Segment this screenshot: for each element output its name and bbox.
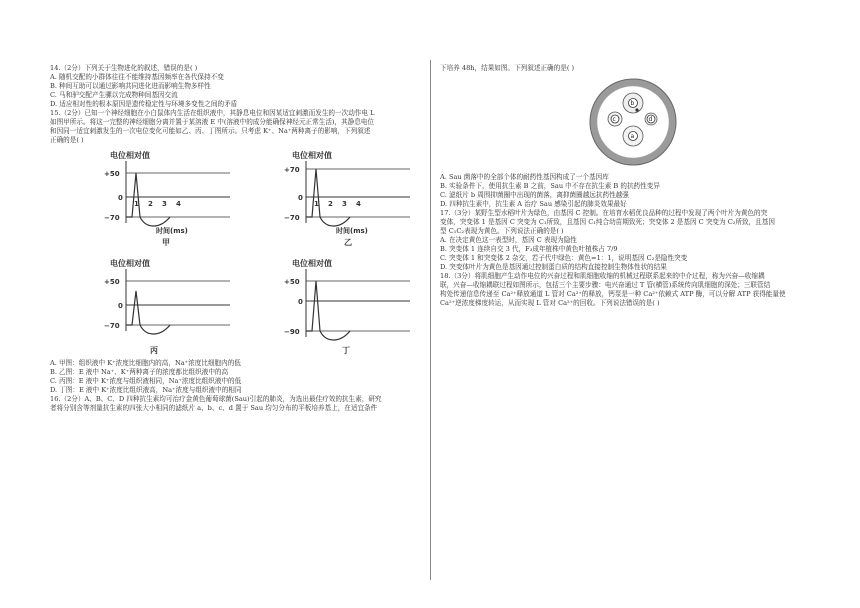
- q18-stem-line3: 构处传递信息传递至 Ca²⁺释放通道 L 管对 Ca²⁺的释放，钙泵是一种 Ca²⁺依赖式 ATP 酶，可以分解 ATP 获得能量使: [440, 290, 786, 298]
- chart-bing: [90, 257, 240, 357]
- chart-jia-zero-tick: 0: [118, 194, 123, 202]
- chart-jia-top-tick: +50: [104, 170, 120, 178]
- chart-jia-ylabel: 电位相对值: [110, 151, 150, 160]
- q15-option-c: C. 丙图：E 液中 K⁺浓度与组织液相同，Na⁺浓度比组织液中的低: [50, 377, 242, 385]
- right-column: [440, 64, 825, 308]
- q17-stem-line1: 17.（3分）某野生型水稻叶片为绿色，由基因 C 控制。在培育水稻优良品种的过程中发现了两个叶片为黄色的突: [440, 209, 768, 217]
- disc-c-label: c: [612, 116, 616, 123]
- chart-bing-bottom-tick: −70: [104, 322, 120, 330]
- q17-stem-line3: 型 C₁C₂表现为黄色。下列说法正确的是( ): [440, 227, 564, 235]
- colony-dot: [635, 108, 638, 111]
- chart-jia-tick-3: 3: [162, 200, 167, 208]
- chart-jia-tick-4: 4: [176, 200, 181, 208]
- chart-yi-top-tick: +70: [284, 166, 300, 174]
- chart-jia: [90, 149, 240, 247]
- chart-yi-tick-4: 4: [356, 200, 361, 208]
- chart-ding-top-tick: +50: [284, 278, 300, 286]
- q14-option-d: D. 适应相对性的根本原因是遗传稳定性与环境多变性之间的矛盾: [50, 100, 238, 108]
- chart-yi-zero-tick: 0: [298, 194, 303, 202]
- q17-option-b: B. 突变体 1 连续自交 3 代，F₃成年植株中黄色叶植株占 7/9: [440, 245, 618, 253]
- q14-option-b: B. 种间互助可以通过影响共同进化进而影响生物多样性: [50, 82, 211, 90]
- q16-stem-line3: 下培养 48h，结果如图。下列叙述正确的是( ): [440, 64, 575, 72]
- q18-stem-line2: 联，兴奋—收缩耦联过程如图所示，包括三个主要步骤：电兴奋通过 T 管(横管)系统传向肌细胞的深处；三联管结: [440, 281, 771, 289]
- chart-yi-tick-3: 3: [342, 200, 347, 208]
- chart-ding: [270, 257, 420, 357]
- q15-option-b: B. 乙图：E 液中 Na⁺、K⁺两种离子的浓度都比组织液中的高: [50, 368, 229, 376]
- q16-option-a: A. Sau 菌落中的全部个体的耐药性基因构成了一个基因库: [440, 173, 609, 181]
- chart-jia-tick-1: 1: [134, 200, 139, 208]
- q15-stem-line2: 如图甲所示。将这一完整的神经细胞分离并置于某溶液 E 中(溶液中的成分能确保神经元正常生活)，其静息电位: [50, 118, 375, 126]
- chart-jia-bottom-tick: −70: [104, 214, 120, 222]
- q17-stem-line2: 变体，突变体 1 是基因 C 突变为 C₁所致，且基因 C₁纯合幼苗期致死；突变体 2 是基因 C 突变为 C₂所致，且基因: [440, 218, 775, 226]
- q14-option-a: A. 随机交配的小群体往往不能维持基因频率在各代保持不变: [50, 73, 224, 81]
- q17-option-c: C. 突变体 1 和突变体 2 杂交，若子代中绿色：黄色=1：1，说明基因 C₂是隐性突变: [440, 254, 688, 262]
- chart-bing-zero-tick: 0: [118, 302, 123, 310]
- disc-d-label: d: [648, 116, 652, 123]
- chart-bing-top-tick: +50: [104, 278, 120, 286]
- q18-stem-line4: Ca²⁺逆浓度梯度转运，从而实现 L 管对 Ca²⁺的回收。下列说法错误的是( ): [440, 299, 660, 307]
- chart-ding-name: 丁: [342, 346, 350, 355]
- q15-option-d: D. 丁图：E 液中 K⁺浓度比组织液高，Na⁺浓度与组织液中的相同: [50, 386, 242, 394]
- petri-dish: [588, 77, 678, 167]
- q17-option-d: D. 突变体叶片为黄色是基因通过控制蛋白质的结构直接控制生物体性状的结果: [440, 263, 667, 271]
- chart-bing-name: 丙: [150, 346, 158, 355]
- q15-option-a: A. 甲图：组织液中 K⁺浓度比细胞内的高，Na⁺浓度比细胞内的低: [50, 359, 241, 367]
- chart-bing-ylabel: 电位相对值: [110, 259, 150, 268]
- chart-ding-zero-tick: 0: [298, 298, 303, 306]
- q15-stem-line1: 15.（2分）已知一个神经细胞在小白鼠体内生活在组织液中，其静息电位和因某适宜刺激而发生的一次动作电 L: [50, 109, 375, 117]
- chart-yi-xlabel: 时间(ms): [336, 227, 368, 235]
- chart-jia-xlabel: 时间(ms): [156, 227, 188, 235]
- q14-stem: 14.（2分）下列关于生物进化的叙述，错误的是( ): [50, 64, 198, 72]
- chart-yi-tick-1: 1: [314, 200, 319, 208]
- q16-option-d: D. 四种抗生素中，抗生素 A 治疗 Sau 感染引起的肺炎效果最好: [440, 200, 627, 208]
- chart-jia-tick-2: 2: [148, 200, 153, 208]
- q15-stem-line3: 和因同一适宜刺激发生的一次电位变化可能如乙、丙、丁图所示。只考虑 K⁺、Na⁺两种离子的影响，下列叙述: [50, 127, 371, 135]
- chart-yi-tick-2: 2: [328, 200, 333, 208]
- potential-figures: [50, 145, 420, 359]
- q18-stem-line1: 18.（3分）将肌细胞产生动作电位的兴奋过程和肌细胞收缩的机械过程联系起来的中介过程，称为兴奋—收缩耦: [440, 272, 765, 280]
- petri-dish-figure: [440, 77, 825, 167]
- chart-jia-name: 甲: [162, 238, 170, 247]
- chart-ding-bottom-tick: −90: [284, 328, 300, 336]
- q16-stem-line1: 16.（2分）A、B、C、D 四种抗生素均可治疗金黄色葡萄球菌(Sau)引起的肺炎，为选出最佳疗效的抗生素，研究: [50, 395, 382, 403]
- chart-yi-bottom-tick: −70: [284, 214, 300, 222]
- disc-b-label: b: [630, 100, 634, 107]
- disc-a-label: a: [630, 133, 634, 140]
- chart-ding-ylabel: 电位相对值: [292, 259, 332, 268]
- chart-yi-name: 乙: [344, 238, 352, 247]
- q16-option-c: C. 滤纸片 b 周围抑菌圈中出现的菌落，离抑菌圈越远抗药性越强: [440, 191, 629, 199]
- chart-yi-ylabel: 电位相对值: [292, 151, 332, 160]
- q14-option-c: C. 马和驴交配产生骡以完成物种间基因交流: [50, 91, 178, 99]
- chart-yi: [270, 149, 420, 247]
- q17-option-a: A. 在决定黄色这一表型时，基因 C 表现为隐性: [440, 236, 577, 244]
- left-column: [50, 64, 420, 413]
- column-divider: [430, 60, 431, 580]
- q15-stem-line4: 正确的是( ): [50, 136, 84, 144]
- chart-bing-curve: [126, 291, 170, 334]
- q16-stem-line2: 者将分别含等剂量抗生素的四张大小相同的滤纸片 a、b、c、d 置于 Sau 均匀分布的平板培养基上，在适宜条件: [50, 404, 378, 412]
- q16-option-b: B. 实验条件下，使用抗生素 B 之前，Sau 中不存在抗生素 B 的抗药性变异: [440, 182, 660, 190]
